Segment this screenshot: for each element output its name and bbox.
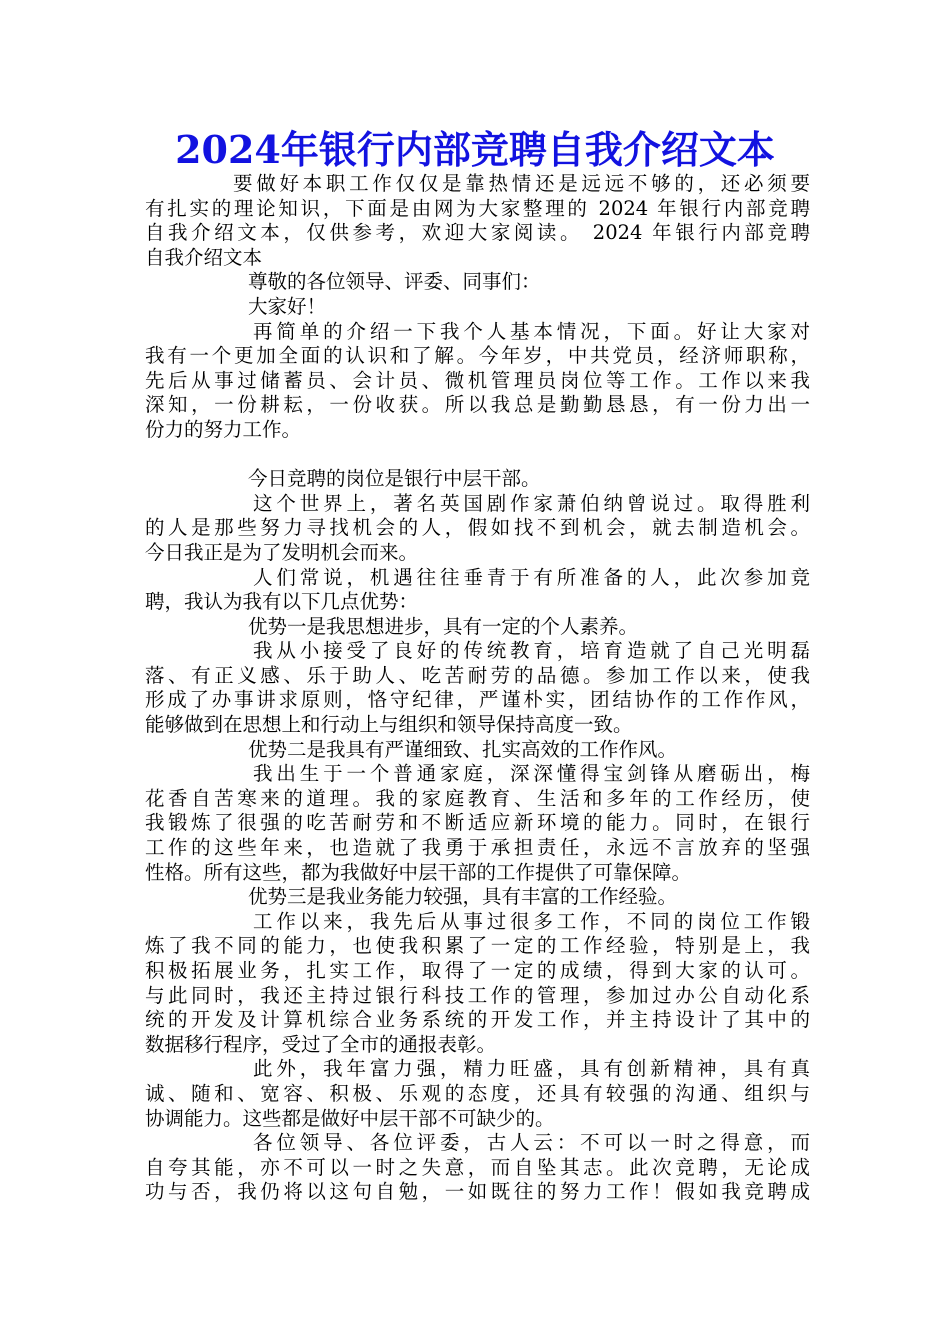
paragraph-line: 先后从事过储蓄员、会计员、微机管理员岗位等工作。工作以来我 [145,368,810,392]
paragraph-line: 我有一个更加全面的认识和了解。今年岁，中共党员，经济师职称， [145,344,810,368]
paragraph-line: 有扎实的理论知识，下面是由网为大家整理的 2024 年银行内部竞聘 [145,196,810,220]
paragraph-line: 协调能力。这些都是做好中层干部不可缺少的。 [145,1106,555,1130]
paragraph-line: 与此同时，我还主持过银行科技工作的管理，参加过办公自动化系 [145,983,810,1007]
paragraph-line: 能够做到在思想上和行动上与组织和领导保持高度一致。 [145,713,633,737]
paragraph-line: 工作以来，我先后从事过很多工作，不同的岗位工作锻 [253,909,810,933]
paragraph-line: 优势二是我具有严谨细致、扎实高效的工作作风。 [248,737,678,761]
paragraph-line: 工作的这些年来，也造就了我勇于承担责任，永远不言放弃的坚强 [145,836,810,860]
paragraph-line: 尊敬的各位领导、评委、同事们： [248,270,541,294]
paragraph-line: 聘，我认为我有以下几点优势： [145,590,419,614]
paragraph-line: 积极拓展业务，扎实工作，取得了一定的成绩，得到大家的认可。 [145,959,810,982]
paragraph-line: 人们常说，机遇往往垂青于有所准备的人，此次参加竞 [253,565,810,589]
paragraph-line: 形成了办事讲求原则，恪守纪律，严谨朴实，团结协作的工作作风， [145,688,810,712]
paragraph-line: 深知，一份耕耘，一份收获。所以我总是勤勤恳恳，有一份力出一 [145,393,810,417]
paragraph-line: 花香自苦寒来的道理。我的家庭教育、生活和多年的工作经历，使 [145,786,810,810]
paragraph-line: 要做好本职工作仅仅是靠热情还是远远不够的，还必须要 [233,172,810,195]
paragraph-line: 我锻炼了很强的吃苦耐劳和不断适应新环境的能力。同时，在银行 [145,811,810,835]
paragraph-line: 落、有正义感、乐于助人、吃苦耐劳的品德。参加工作以来，使我 [145,663,810,687]
paragraph-line: 这个世界上，著名英国剧作家萧伯纳曾说过。取得胜利 [253,491,810,515]
document-body [145,172,810,1205]
paragraph-line: 今日竞聘的岗位是银行中层干部。 [248,467,541,491]
paragraph-line: 性格。所有这些，都为我做好中层干部的工作提供了可靠保障。 [145,860,692,884]
paragraph-line: 今日我正是为了发明机会而来。 [145,540,419,564]
paragraph-line: 自我介绍文本，仅供参考，欢迎大家阅读。 2024 年银行内部竞聘 [145,221,810,245]
paragraph-line: 各位领导、各位评委，古人云：不可以一时之得意，而 [253,1131,810,1155]
paragraph-line: 我出生于一个普通家庭，深深懂得宝剑锋从磨砺出，梅 [253,762,810,786]
paragraph-line: 份力的努力工作。 [145,417,302,441]
paragraph-line: 统的开发及计算机综合业务系统的开发工作，并主持设计了其中的 [145,1008,810,1032]
paragraph-line: 自夸其能，亦不可以一时之失意，而自坠其志。此次竞聘，无论成 [145,1155,810,1179]
paragraph-line: 功与否，我仍将以这句自勉，一如既往的努力工作！假如我竞聘成 [145,1180,810,1204]
paragraph-line: 数据移行程序，受过了全市的通报表彰。 [145,1032,497,1056]
paragraph-line: 优势三是我业务能力较强，具有丰富的工作经验。 [248,885,678,909]
paragraph-line: 再简单的介绍一下我个人基本情况，下面。好让大家对 [253,319,810,343]
document-title: 2024年银行内部竞聘自我介绍文本 [175,127,775,172]
paragraph-line: 优势一是我思想进步，具有一定的个人素养。 [248,614,639,638]
paragraph-line: 此外，我年富力强，精力旺盛，具有创新精神，具有真 [253,1057,810,1081]
paragraph-line: 诚、随和、宽容、积极、乐观的态度，还具有较强的沟通、组织与 [145,1081,810,1105]
paragraph-line: 自我介绍文本 [145,245,263,269]
paragraph-line: 的人是那些努力寻找机会的人，假如找不到机会，就去制造机会。 [145,516,810,540]
paragraph-line: 大家好！ [248,294,327,318]
paragraph-line: 炼了我不同的能力，也使我积累了一定的工作经验，特别是上，我 [145,934,810,958]
blank-line [145,443,810,468]
paragraph-line: 我从小接受了良好的传统教育，培育造就了自己光明磊 [253,639,810,663]
